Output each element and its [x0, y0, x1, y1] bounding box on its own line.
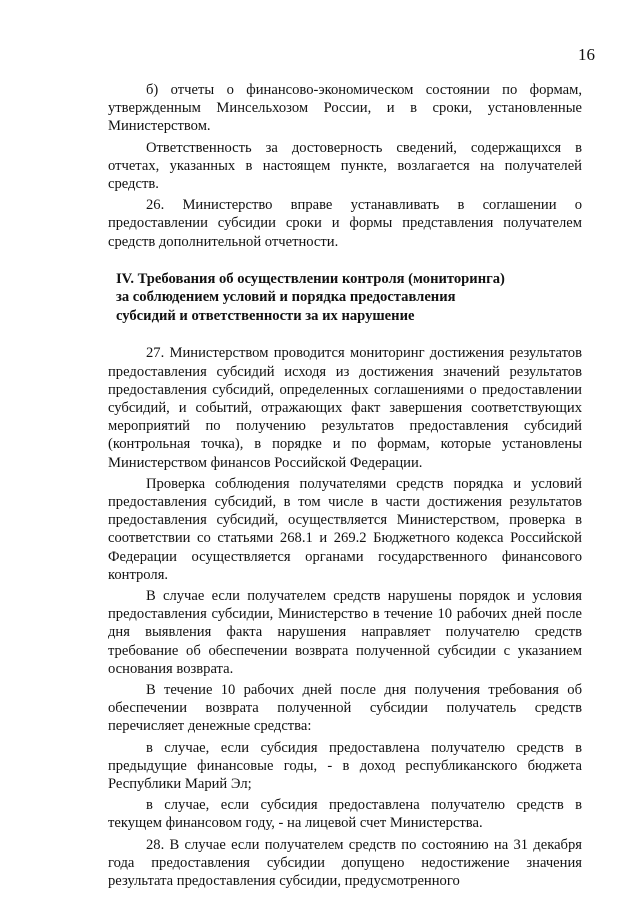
paragraph: в случае, если субсидия предоставлена получателю средств в текущем финансовом году, - на лицевой счет Министерства. — [108, 797, 582, 832]
section-heading — [108, 270, 582, 326]
paragraph: 27. Министерством проводится мониторинг достижения результатов предоставления субсидий исходя из достижения значений результатов предоставления субсидий, определенных соглашениями о предоставлении субсидий, и событий, отражающих факт завершения соответствующих мероприятий по получению результатов предоставления субсидий (контрольная точка), в порядке и по формам, которые установлены Министерством финансов Российской Федерации. — [108, 345, 582, 471]
paragraph: Проверка соблюдения получателями средств порядка и условий предоставления субсидий, в том числе в части достижения результатов предоставления субсидий, осуществляется Министерством, проверка в соответствии со статьями 268.1 и 269.2 Бюджетного кодекса Российской Федерации осуществляется органами государственного финансового контроля. — [108, 475, 582, 583]
paragraph: б) отчеты о финансово-экономическом состоянии по формам, утвержденным Минсельхозом России, и в сроки, установленные Министерством. — [108, 82, 582, 135]
document-body — [108, 81, 582, 890]
paragraph: 26. Министерство вправе устанавливать в соглашении о предоставлении субсидии сроки и формы представления получателем средств дополнительной отчетности. — [108, 197, 582, 250]
heading-line: IV. Требования об осуществлении контроля (мониторинга) — [116, 270, 505, 287]
paragraph: в случае, если субсидия предоставлена получателю средств в предыдущие финансовые годы, - в доход республиканского бюджета Республики Марий Эл; — [108, 739, 582, 792]
paragraph: В течение 10 рабочих дней после дня получения требования об обеспечении возврата полученной субсидии получатель средств перечисляет денежные средства: — [108, 681, 582, 735]
paragraph: В случае если получателем средств нарушены порядок и условия предоставления субсидии, Министерство в течение 10 рабочих дней после дня выявления факта нарушения направляет получателю средств требование об обеспечении возврата полученной субсидии с указанием основания возврата. — [108, 587, 582, 677]
heading-line: субсидий и ответственности за их нарушение — [116, 307, 415, 324]
paragraph: Ответственность за достоверность сведений, содержащихся в отчетах, указанных в настоящем пункте, возлагается на получателей средств. — [108, 139, 582, 193]
paragraph: 28. В случае если получателем средств по состоянию на 31 декабря года предоставления субсидии допущено недостижение значения результата предоставления субсидии, предусмотренного — [108, 836, 582, 890]
heading-line: за соблюдением условий и порядка предоставления — [116, 289, 456, 306]
page-number: 16 — [578, 45, 595, 64]
